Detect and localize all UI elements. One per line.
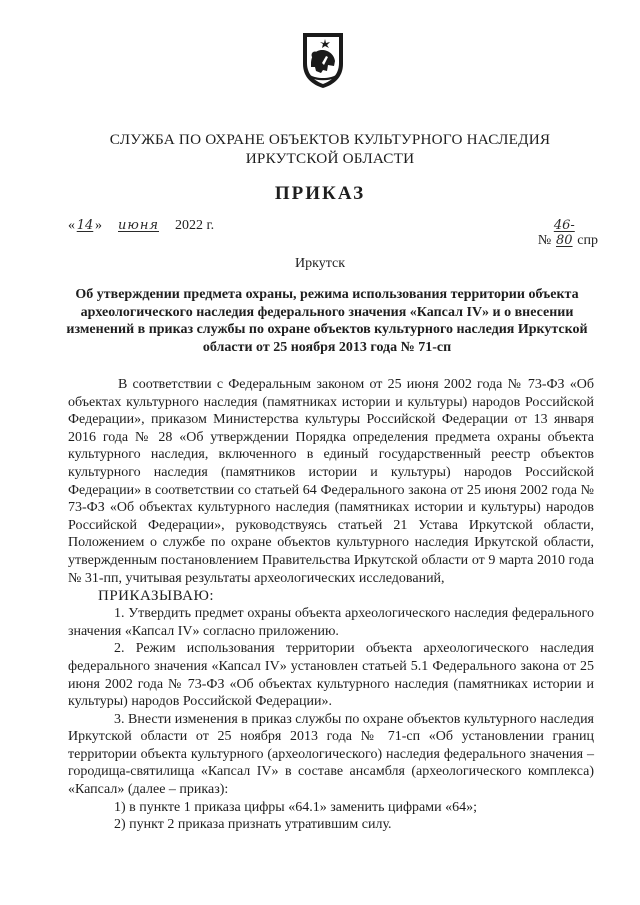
- order-number: [538, 218, 598, 249]
- order-item-2: 2. Режим использования территории объекта археологического наследия федерального значения «Капсал IV» установлен статьей 5.1 Федерального закона от 25 июня 2002 года № 73-ФЗ «Об объектах культурного наследия (памятниках истории и культуры) народов Российской Федерации».: [68, 641, 594, 710]
- order-date: [68, 218, 214, 234]
- number-value: 46-80: [553, 218, 575, 248]
- coat-of-arms-shield: [300, 30, 346, 90]
- order-item-3: 3. Внести изменения в приказ службы по охране объектов культурного наследия Иркутской области от 25 ноября 2013 года № 71-сп «Об установлении границ территории объекта культурного (археологического) наследия федерального значения – городища-святилища «Капсал IV» в составе ансамбля (археологического комплекса) «Капсал» (далее – приказ):: [68, 711, 594, 798]
- number-suffix: спр: [577, 233, 598, 248]
- date-year: 2022 г.: [175, 218, 215, 233]
- document-type-title: ПРИКАЗ: [274, 183, 366, 204]
- date-open-quote: «: [68, 218, 75, 233]
- order-subject-heading: Об утверждении предмета охраны, режима использования территории объекта археологического наследия федерального значения «Капсал IV» и о внесении изменений в приказ службы по охране объектов культурного наследия Иркутской области от 25 ноября 2013 года № 71-сп: [66, 287, 588, 355]
- city-name: Иркутск: [294, 256, 346, 271]
- date-day: 14: [76, 218, 94, 233]
- date-close-quote: »: [95, 218, 102, 233]
- order-subitem-3-2: 2) пункт 2 приказа признать утратившим силу.: [114, 817, 392, 833]
- irkutsk-coat-of-arms-icon: [300, 30, 346, 90]
- order-directive-word: ПРИКАЗЫВАЮ:: [98, 588, 215, 605]
- order-subitem-3-1: 1) в пункте 1 приказа цифры «64.1» заменить цифрами «64»;: [114, 799, 478, 815]
- order-body: [68, 376, 594, 834]
- preamble-paragraph: В соответствии с Федеральным законом от 25 июня 2002 года № 73-ФЗ «Об объектах культурного наследия (памятниках истории и культуры) народов Российской Федерации», приказом Министерства культуры Российской Федерации от 13 января 2016 года № 28 «Об утверждении Порядка определения предмета охраны объекта культурного наследия, включенного в единый государственный реестр объектов культурного наследия (памятников истории и культуры) народов Российской Федерации» в соответствии со статьей 64 Федерального закона от 25 июня 2002 года № 73-ФЗ «Об объектах культурного наследия (памятниках истории и культуры) народов Российской Федерации», руководствуясь статьей 21 Устава Иркутской области, Положением о службе по охране объектов культурного наследия Иркутской области, утвержденным постановлением Правительства Иркутской области от 9 марта 2010 года № 31-пп, учитывая результаты археологических исследований,: [68, 377, 594, 586]
- agency-name-line2: ИРКУТСКОЙ ОБЛАСТИ: [245, 150, 415, 167]
- date-month: июня: [118, 218, 159, 233]
- number-prefix: №: [537, 233, 552, 248]
- order-item-1: 1. Утвердить предмет охраны объекта археологического наследия федерального значения «Капсал IV» согласно приложению.: [68, 606, 594, 639]
- agency-name-line1: СЛУЖБА ПО ОХРАНЕ ОБЪЕКТОВ КУЛЬТУРНОГО НАСЛЕДИЯ: [109, 131, 551, 148]
